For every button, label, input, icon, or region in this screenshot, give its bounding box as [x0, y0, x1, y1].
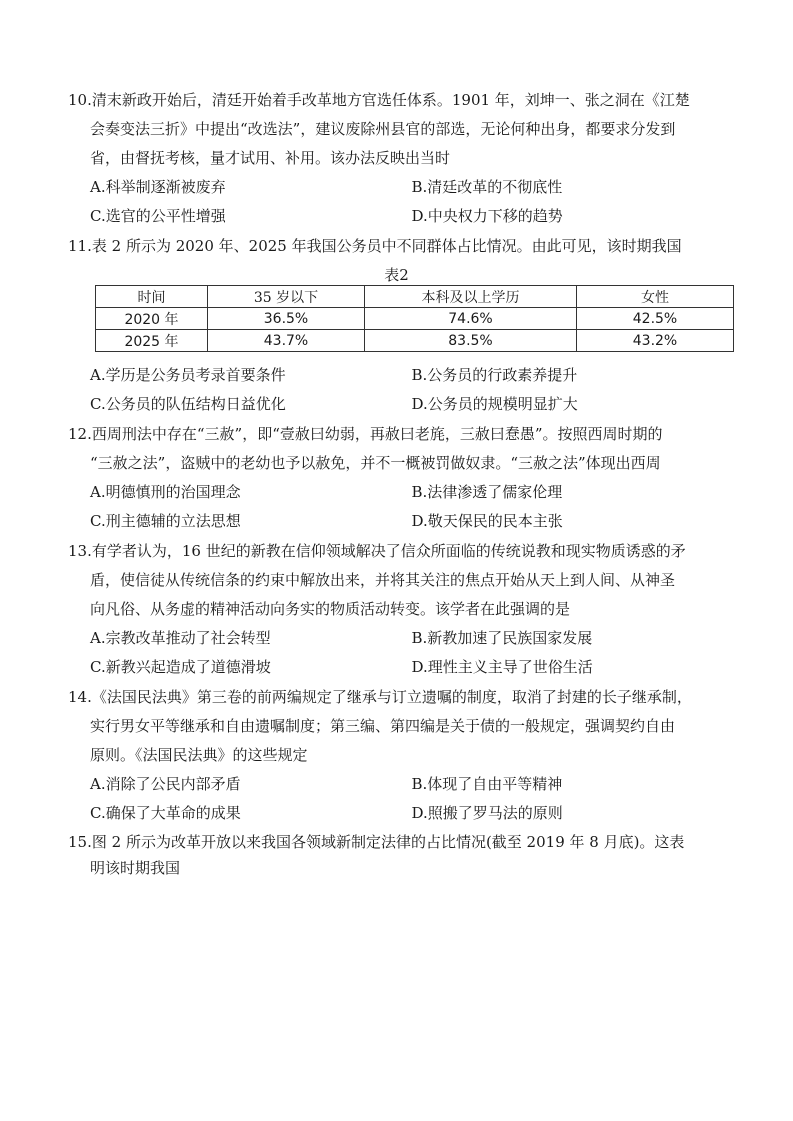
table-cell: 74.6% — [365, 308, 577, 330]
table-cell: 2020 年 — [96, 308, 208, 330]
question-text-line: 盾，使信徒从传统信条的约束中解放出来，并将其关注的焦点开始从天上到人间、从神圣 — [90, 571, 676, 589]
question-13-stem — [68, 537, 733, 624]
question-11-options — [68, 361, 733, 419]
table-header-cell: 本科及以上学历 — [365, 286, 577, 308]
option-a: A.明德慎刑的治国理念 — [90, 483, 241, 501]
option-d: D.照搬了罗马法的原则 — [411, 804, 563, 822]
table-row — [96, 330, 734, 352]
question-text-line: 有学者认为，16 世纪的新教在信仰领域解决了信众所面临的传统说教和现实物质诱惑的矛 — [91, 542, 686, 560]
option-a: A.学历是公务员考录首要条件 — [90, 366, 286, 384]
option-b: B.法律渗透了儒家伦理 — [411, 483, 563, 501]
option-d: D.中央权力下移的趋势 — [411, 207, 563, 225]
options — [90, 478, 733, 536]
option-a: A.宗教改革推动了社会转型 — [90, 629, 271, 647]
option-a: A.科举制逐渐被废弃 — [90, 178, 226, 196]
options — [90, 173, 733, 231]
table-header-cell: 35 岁以下 — [208, 286, 365, 308]
option-a: A.消除了公民内部矛盾 — [90, 775, 241, 793]
question-number: 10. — [68, 91, 92, 109]
option-c: C.公务员的队伍结构日益优化 — [90, 395, 286, 413]
question-number: 15. — [68, 833, 92, 851]
table-header-row — [96, 286, 734, 308]
question-text-line: 《法国民法典》第三卷的前两编规定了继承与订立遗嘱的制度，取消了封建的长子继承制， — [91, 688, 692, 706]
question-13 — [68, 537, 733, 682]
question-number: 14. — [68, 688, 92, 706]
question-text-line: 实行男女平等继承和自由遗嘱制度；第三编、第四编是关于债的一般规定，强调契约自由 — [90, 717, 676, 735]
question-text-line: “三赦之法”，盗贼中的老幼也予以赦免，并不一概被罚做奴隶。“三赦之法”体现出西周 — [90, 454, 661, 472]
data-table — [95, 285, 734, 352]
table-cell: 43.7% — [208, 330, 365, 352]
question-10-stem — [68, 86, 733, 173]
question-text-line: 图 2 所示为改革开放以来我国各领域新制定法律的占比情况(截至 2019 年 8 月底)。这表 — [91, 833, 685, 851]
question-text-line: 明该时期我国 — [90, 859, 181, 877]
question-12-stem — [68, 420, 733, 478]
question-number: 12. — [68, 425, 92, 443]
table-cell: 43.2% — [577, 330, 734, 352]
option-c: C.刑主德辅的立法思想 — [90, 512, 241, 530]
options — [90, 770, 733, 828]
table-cell: 36.5% — [208, 308, 365, 330]
option-d: D.理性主义主导了世俗生活 — [411, 658, 593, 676]
question-14 — [68, 683, 733, 828]
option-c: C.新教兴起造成了道德滑坡 — [90, 658, 271, 676]
question-number: 11. — [68, 237, 92, 255]
option-c: C.选官的公平性增强 — [90, 207, 226, 225]
question-11 — [68, 232, 733, 261]
table-cell: 2025 年 — [96, 330, 208, 352]
option-b: B.体现了自由平等精神 — [411, 775, 563, 793]
question-15-stem — [68, 829, 733, 881]
table-cell: 83.5% — [365, 330, 577, 352]
option-b: B.清廷改革的不彻底性 — [411, 178, 563, 196]
question-text-line: 表 2 所示为 2020 年、2025 年我国公务员中不同群体占比情况。由此可见，该时期我国 — [91, 237, 682, 255]
options — [90, 624, 733, 682]
table-cell: 42.5% — [577, 308, 734, 330]
option-d: D.敬天保民的民本主张 — [411, 512, 563, 530]
question-text-line: 会奏变法三折》中提出“改选法”，建议废除州县官的部选，无论何种出身，都要求分发到 — [90, 120, 676, 138]
option-b: B.新教加速了民族国家发展 — [411, 629, 593, 647]
table-row — [96, 308, 734, 330]
question-14-stem — [68, 683, 733, 770]
question-15 — [68, 829, 733, 881]
option-d: D.公务员的规模明显扩大 — [411, 395, 578, 413]
question-12 — [68, 420, 733, 536]
table-header-cell: 女性 — [577, 286, 734, 308]
question-text-line: 省，由督抚考核，量才试用、补用。该办法反映出当时 — [90, 149, 451, 167]
options — [90, 361, 733, 419]
option-b: B.公务员的行政素养提升 — [411, 366, 578, 384]
question-text-line: 向凡俗、从务虚的精神活动向务实的物质活动转变。该学者在此强调的是 — [90, 600, 571, 618]
table-header-cell: 时间 — [96, 286, 208, 308]
question-11-stem — [68, 232, 733, 261]
question-text-line: 原则。《法国民法典》的这些规定 — [90, 746, 308, 764]
option-c: C.确保了大革命的成果 — [90, 804, 241, 822]
question-text-line: 清末新政开始后，清廷开始着手改革地方官选任体系。1901 年，刘坤一、张之洞在《江楚 — [91, 91, 690, 109]
question-10 — [68, 86, 733, 231]
question-number: 13. — [68, 542, 92, 560]
question-text-line: 西周刑法中存在“三赦”，即“壹赦曰幼弱，再赦曰老旄，三赦曰惷愚”。按照西周时期的 — [91, 425, 663, 443]
table-caption: 表2 — [384, 266, 409, 284]
